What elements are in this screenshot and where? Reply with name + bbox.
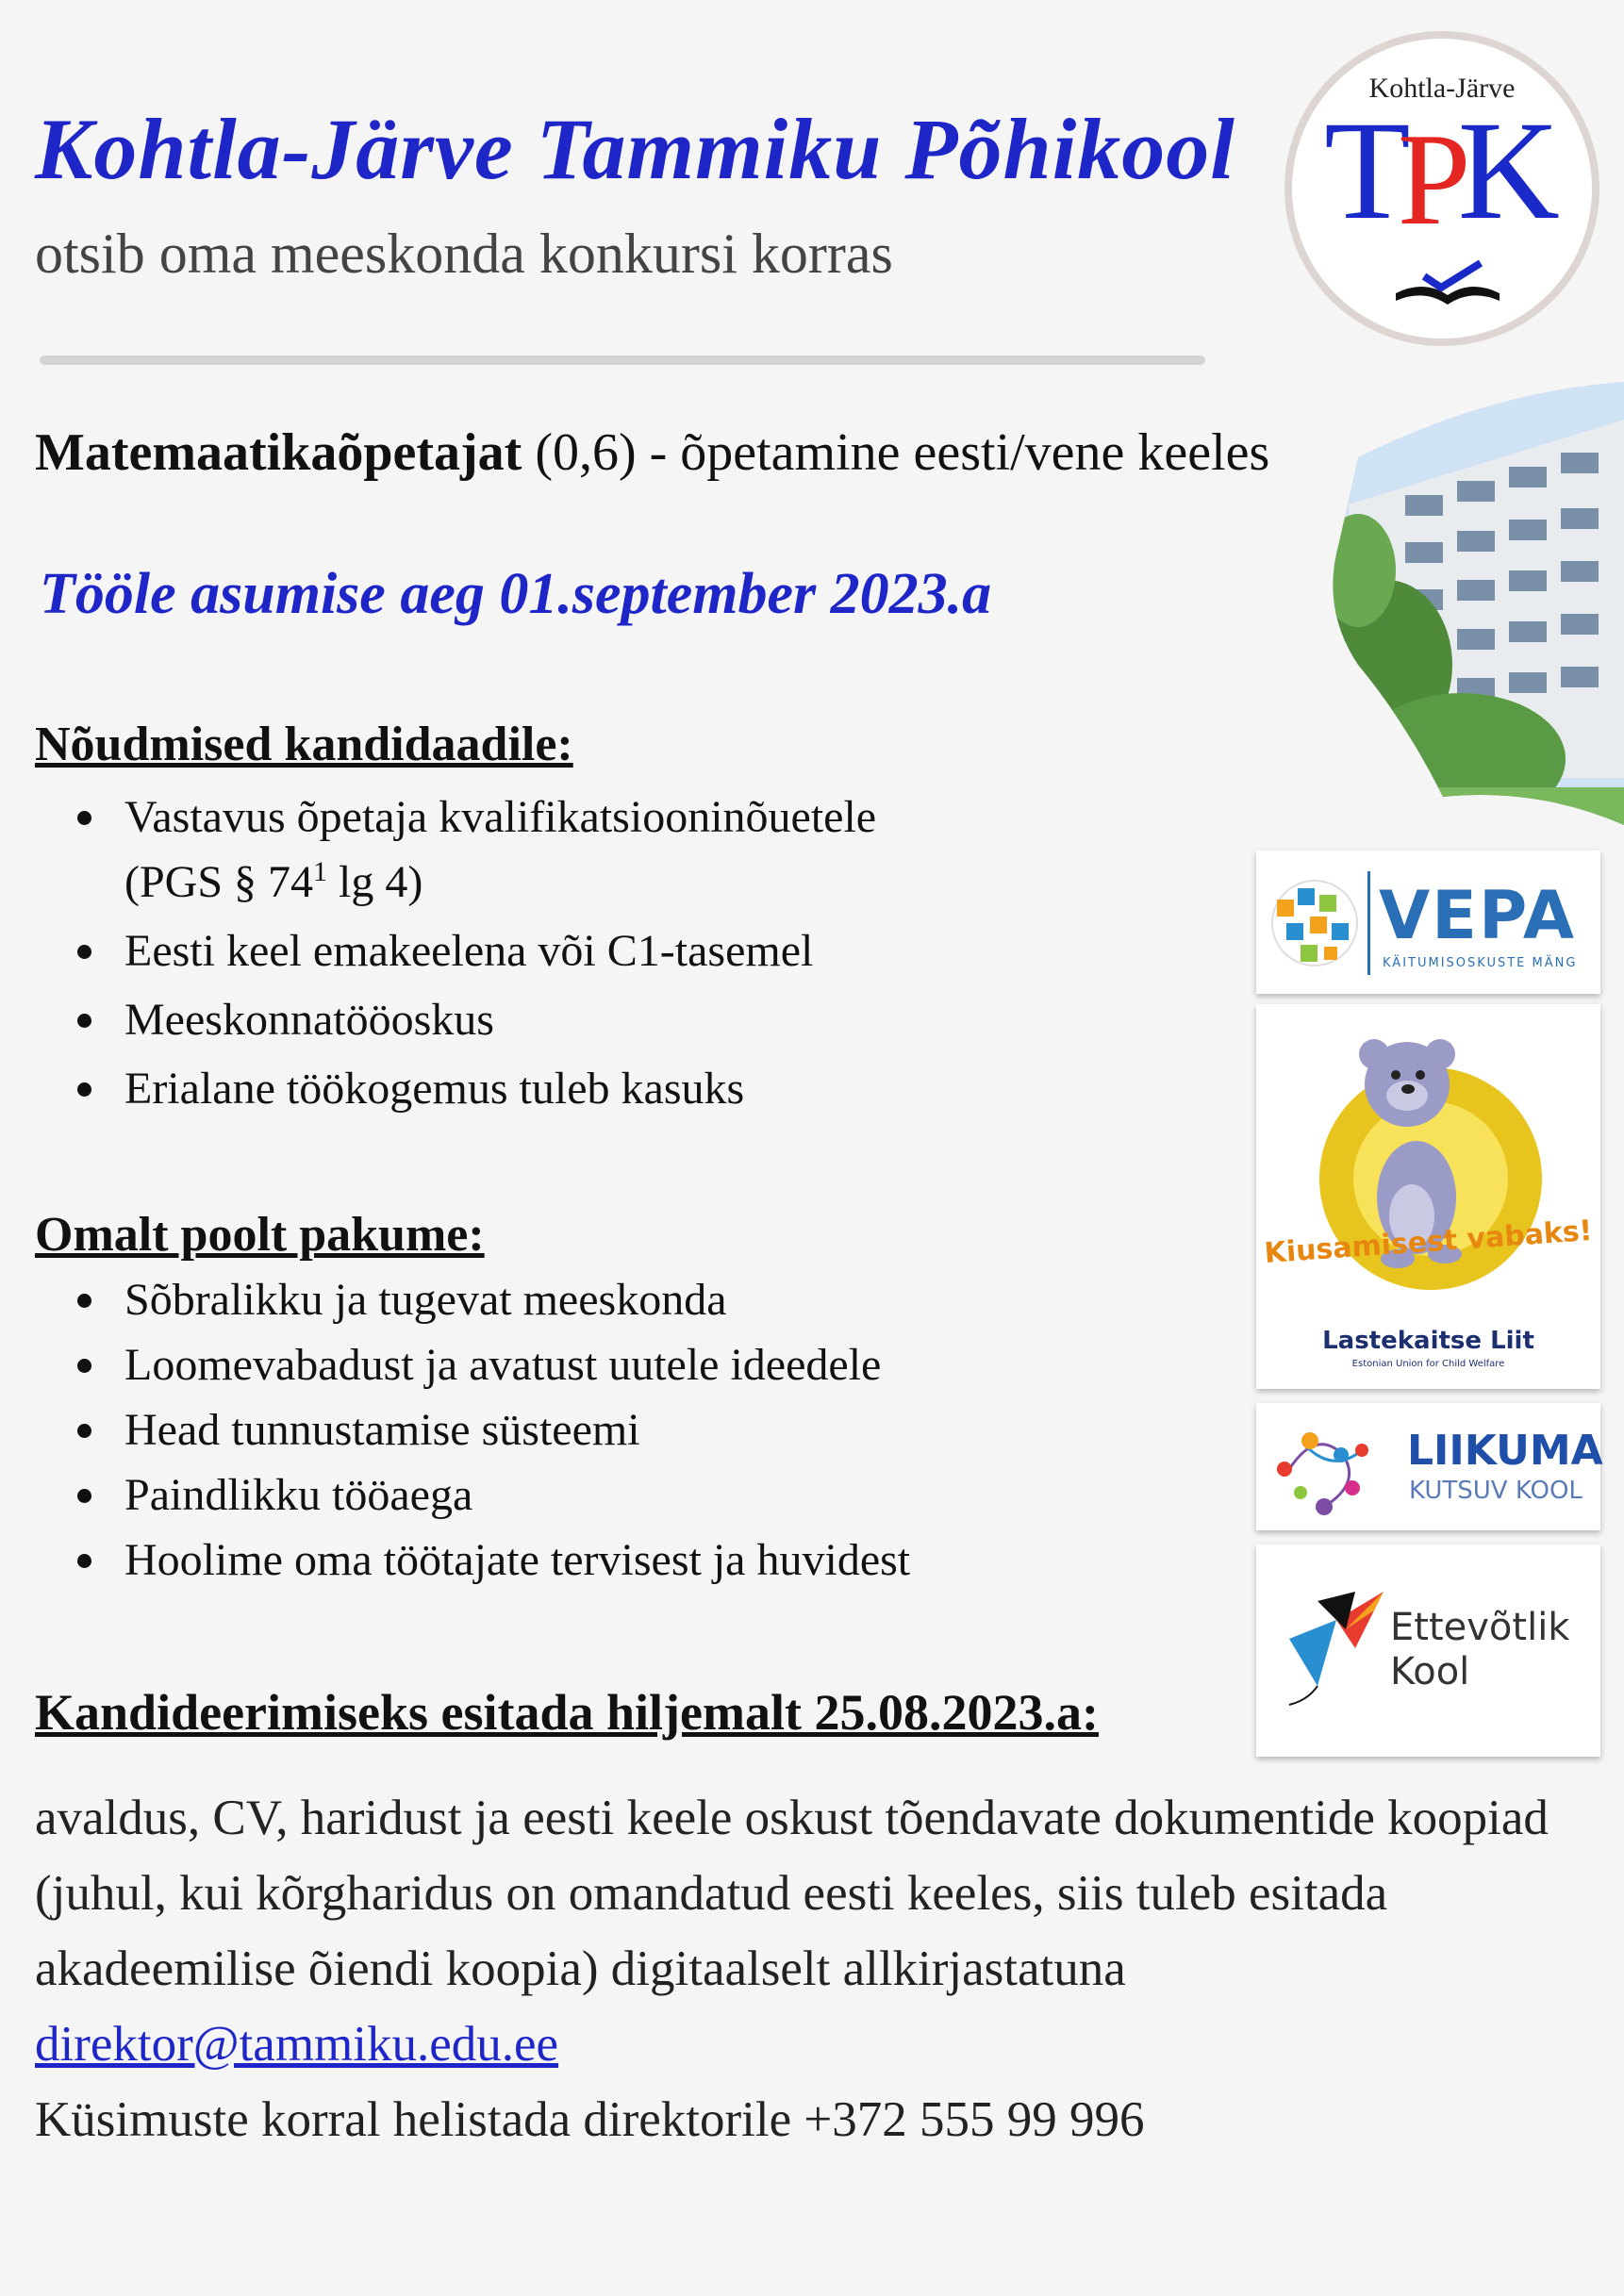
logo-letter-t: T [1324, 92, 1411, 249]
vepa-subtitle: KÄITUMISOSKUSTE MÄNG [1383, 956, 1578, 970]
requirements-list [35, 790, 876, 1131]
header-divider [40, 355, 1205, 365]
book-check-icon [1386, 256, 1509, 312]
liikuma-name: LIIKUMA [1407, 1427, 1603, 1475]
school-building-image [1301, 382, 1624, 825]
list-item: Loomevabadust ja avatust uutele ideedele [35, 1338, 910, 1393]
molecule-icon [1268, 1417, 1381, 1521]
contact-phone: Küsimuste korral helistada direktorile +372 555 99 996 [35, 2092, 1145, 2147]
required-documents: avaldus, CV, haridust ja eesti keele oskust tõendavate dokumentide koopiad (juhul, kui kõrgharidus on omandatud eesti keeles, siis tuleb esitada akadeemilise õiendi koopia) digitaalselt allkirjastatuna [35, 1791, 1549, 1996]
school-name-title: Kohtla-Järve Tammiku Põhikool [35, 101, 1235, 197]
job-position [35, 422, 1269, 483]
list-item: Sõbralikku ja tugevat meeskonda [35, 1273, 910, 1328]
vepa-logo [1256, 851, 1600, 994]
list-item: Erialane töökogemus tuleb kasuks [35, 1062, 876, 1116]
ettevotlik-kool-logo [1256, 1544, 1600, 1757]
kiusamisest-vabaks-logo [1256, 1004, 1600, 1389]
job-title: Matemaatikaõpetajat [35, 423, 522, 482]
kite-icon [1280, 1582, 1402, 1714]
ettevotlik-line1: Ettevõtlik [1390, 1606, 1570, 1649]
application-details [35, 1780, 1600, 2157]
vepa-divider [1367, 871, 1370, 975]
application-heading: Kandideerimiseks esitada hiljemalt 25.08.2023.a: [35, 1684, 1099, 1741]
bear-mascot-icon [1275, 1018, 1582, 1311]
start-date: Tööle asumise aeg 01.september 2023.a [40, 562, 992, 626]
list-item: Meeskonnatööoskus [35, 993, 876, 1048]
requirement-1-sup: 1 [313, 856, 328, 887]
requirements-heading: Nõudmised kandidaadile: [35, 718, 573, 771]
bear-org-subtitle: Estonian Union for Child Welfare [1351, 1359, 1505, 1369]
logo-letter-p: P [1397, 107, 1471, 253]
job-details: (0,6) - õpetamine eesti/vene keeles [522, 423, 1270, 482]
liikuma-kutsuv-kool-logo [1256, 1403, 1603, 1530]
requirement-1-ref-end: lg 4) [327, 857, 423, 907]
list-item: Paindlikku tööaega [35, 1468, 910, 1523]
bear-org-name: Lastekaitse Liit [1322, 1327, 1534, 1355]
puzzle-globe-icon [1268, 871, 1362, 975]
logo-letters [1292, 92, 1592, 253]
school-logo [1284, 31, 1599, 346]
vepa-name: VEPA [1379, 877, 1577, 954]
bear-slogan: Kiusamisest vabaks! [1263, 1214, 1594, 1271]
list-item: Hoolime oma töötajate tervisest ja huvidest [35, 1533, 910, 1588]
requirement-1-line1: Vastavus õpetaja kvalifikatsiooninõuetele [124, 792, 877, 842]
liikuma-subtitle: KUTSUV KOOL [1409, 1477, 1583, 1505]
logo-city-text: Kohtla-Järve [1368, 73, 1516, 104]
ettevotlik-line2: Kool [1390, 1650, 1470, 1693]
list-item [35, 790, 876, 910]
logo-letter-k: K [1457, 92, 1560, 249]
email-link[interactable]: direktor@tammiku.edu.ee [35, 2017, 559, 2072]
list-item: Eesti keel emakeelena või C1-tasemel [35, 924, 876, 979]
page-subtitle: otsib oma meeskonda konkursi korras [35, 223, 893, 285]
offer-list [35, 1273, 910, 1598]
offer-heading: Omalt poolt pakume: [35, 1208, 485, 1262]
requirement-1-ref: (PGS § 74 [124, 857, 314, 907]
list-item: Head tunnustamise süsteemi [35, 1403, 910, 1458]
requirement-1-line2 [124, 845, 876, 910]
